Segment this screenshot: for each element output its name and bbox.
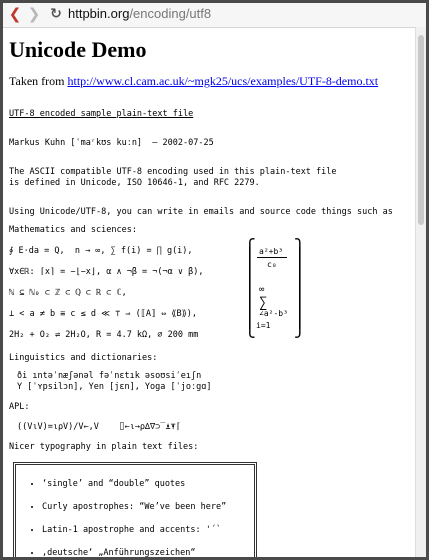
formula-numerator: a²+b³ (259, 247, 284, 256)
list-item: • Latin-1 apostrophe and accents: '´` (42, 519, 254, 542)
left-bracket-icon: ⎧ ⎪ ⎪ ⎪ ⎪ ⎪ ⎪ ⎪ ⎪ ⎩ (245, 238, 255, 338)
fraction-bar (257, 257, 287, 258)
math-line: ∮ E⋅da = Q, n → ∞, ∑ f(i) = ∏ g(i), (9, 246, 193, 256)
url-path: /encoding/utf8 (129, 6, 212, 21)
right-bracket-icon: ⎫ ⎪ ⎪ ⎪ ⎪ ⎪ ⎪ ⎪ ⎪ ⎭ (295, 238, 305, 338)
scrollbar[interactable] (415, 27, 426, 557)
using-line: Using Unicode/UTF-8, you can write in emails and source code things such as (9, 207, 393, 217)
list-item: • ‘single’ and “double” quotes (42, 473, 254, 496)
file-heading: UTF-8 encoded sample plain-text file (9, 109, 194, 119)
math-formula (245, 238, 305, 338)
math-heading: Mathematics and sciences: (9, 225, 137, 235)
url-host: httpbin.org (68, 6, 130, 21)
formula-index: i=1 (256, 321, 271, 330)
page-title: Unicode Demo (9, 37, 147, 62)
math-line: ⊥ < a ≠ b ≡ c ≤ d ≪ ⊤ ⇒ (⟦A⟧ ⇔ ⟪B⟫), (9, 309, 198, 319)
math-line: 2H₂ + O₂ ⇌ 2H₂O, R = 4.7 kΩ, ⌀ 200 mm (9, 330, 199, 340)
browser-toolbar (3, 3, 426, 28)
typography-box (13, 462, 257, 557)
math-line: ∀x∈ℝ: ⌈x⌉ = −⌊−x⌋, α ∧ ¬β = ¬(¬α ∨ β), (9, 267, 204, 277)
ling-heading: Linguistics and dictionaries: (9, 353, 158, 363)
address-bar[interactable] (68, 6, 211, 22)
typography-list (16, 465, 254, 557)
intro-line-2: is defined in Unicode, ISO 10646-1, and RFC 2279. (9, 178, 260, 188)
formula-infinity: ∞ (259, 285, 265, 295)
apl-line: ((V⍳V)=⍳⍴V)/V←,V ⌷←⍳→⍴∆∇⊃‾⍎⍕⌈ (17, 422, 181, 432)
page-content (9, 37, 414, 557)
formula-denominator: c₀ (267, 260, 277, 269)
math-line: ℕ ⊆ ℕ₀ ⊂ ℤ ⊂ ℚ ⊂ ℝ ⊂ ℂ, (9, 288, 127, 298)
list-item: • Curly apostrophes: “We’ve been here” (42, 496, 254, 519)
taken-from-label: Taken from (9, 74, 65, 88)
author-line: Markus Kuhn [ˈmaʳkʊs kuːn] — 2002-07-25 (9, 138, 214, 148)
typo-heading: Nicer typography in plain text files: (9, 442, 199, 452)
intro-line-1: The ASCII compatible UTF-8 encoding used in this plain-text file (9, 167, 337, 177)
browser-window (3, 3, 426, 557)
ling-line: Y [ˈʏpsilɔn], Yen [jɛn], Yoga [ˈjoːgɑ] (17, 382, 212, 392)
source-line (9, 73, 414, 89)
ling-line: ði ıntəˈnæʃənəl fəˈnɛtık əsoʊsiˈeıʃn (17, 371, 202, 381)
apl-heading: APL: (9, 402, 30, 412)
formula-sum: ∑ (259, 295, 268, 311)
formula-term: ∠a²-b³ (259, 309, 288, 318)
back-arrow-icon[interactable]: ❮ (8, 5, 22, 23)
typo-section (9, 462, 414, 557)
reload-icon[interactable]: ↻ (50, 6, 62, 22)
math-section (9, 238, 414, 340)
scrollbar-thumb[interactable] (418, 35, 424, 225)
list-item: • ‚deutsche‘ „Anführungszeichen“ (42, 542, 254, 557)
source-link[interactable]: http://www.cl.cam.ac.uk/~mgk25/ucs/examples/UTF-8-demo.txt (67, 74, 379, 88)
forward-arrow-icon[interactable]: ❯ (27, 5, 41, 23)
